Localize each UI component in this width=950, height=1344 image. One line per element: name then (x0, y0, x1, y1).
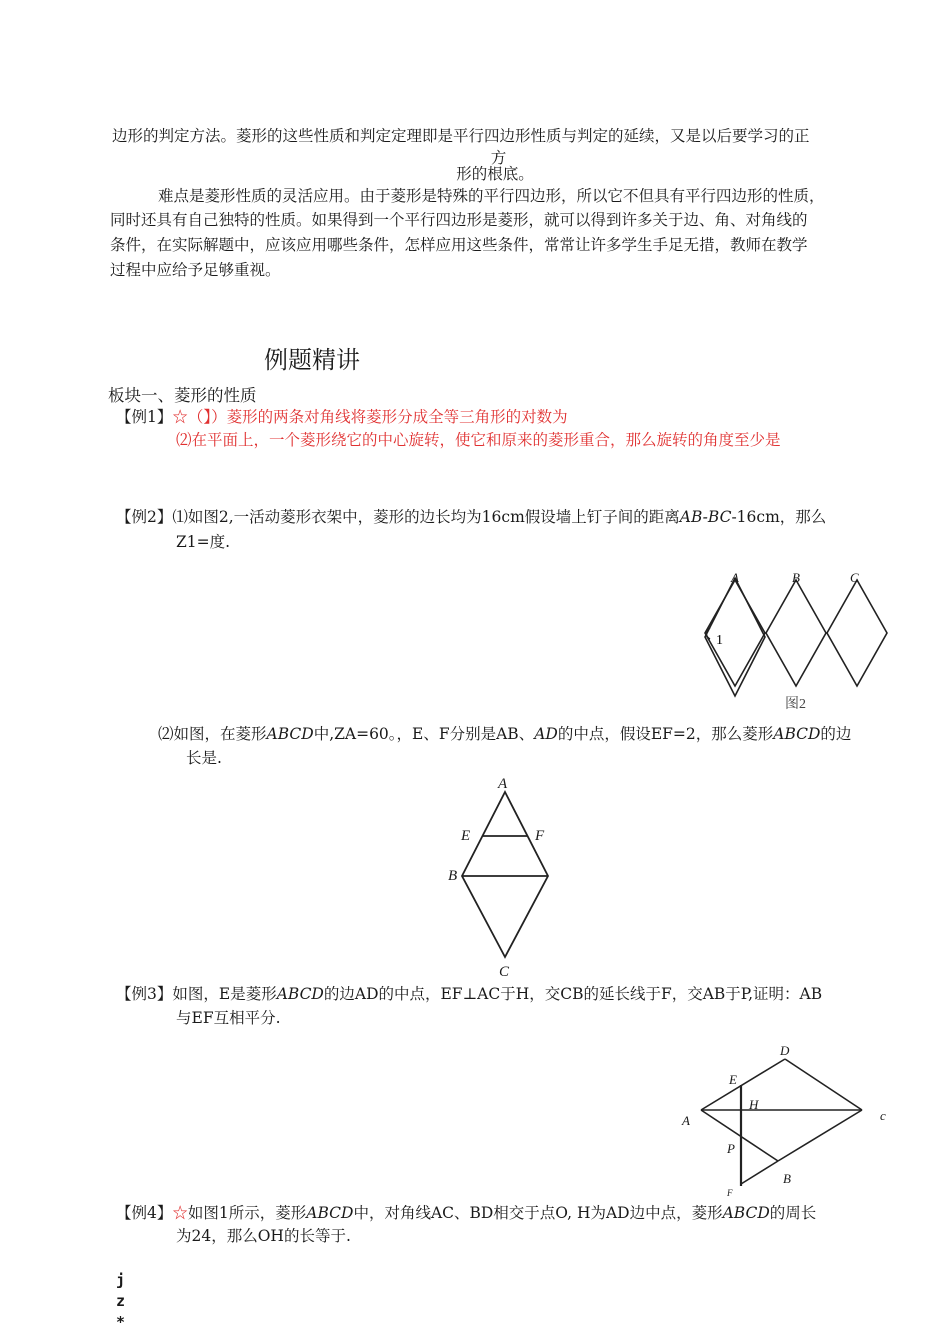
ex3-bf-extension (741, 1161, 778, 1184)
ex4-text-c: 的周长 (769, 1204, 817, 1222)
ex2-q2-text-a: ⑵如图，在菱形 (158, 725, 267, 743)
section-title: 例题精讲 (264, 346, 360, 374)
hanger-label-a: A (731, 570, 739, 585)
hanger-lines (705, 580, 887, 686)
ex2-q2-abcd-2: ABCD (773, 725, 821, 743)
intro-line-1: 边形的判定方法。菱形的这些性质和判定定理即是平行四边形性质与判定的延续，又是以后要学习的正 (112, 127, 810, 145)
para2-line-2: 同时还具有自己独特的性质。如果得到一个平行四边形是菱形，就可以得到许多关于边、角、对角线的 (110, 211, 808, 229)
para2-line-4: 过程中应给予足够重视。 (110, 261, 281, 279)
hanger-rhombus-2 (766, 580, 826, 686)
ex1-q2: ⑵在平面上，一个菱形绕它的中心旋转，使它和原来的菱形重合，那么旋转的角度至少是 (176, 431, 781, 449)
ex3-ad (701, 1059, 785, 1110)
ex2-q2-ad: AD (534, 725, 558, 743)
rhombus-label-a: A (498, 776, 508, 792)
rhombus-label-e: E (461, 828, 471, 844)
ex3-line-1 (116, 982, 822, 1006)
ex3-label-e: E (729, 1072, 737, 1087)
ex3-figure-lines (701, 1059, 862, 1186)
ex3-dc (785, 1059, 862, 1110)
ex1-q1: 菱形的两条对角线将菱形分成全等三角形的对数为 (226, 408, 568, 426)
ex2-line-2: Z1=度. (176, 533, 231, 551)
block-title: 板块一、菱形的性质 (108, 386, 257, 405)
ex2-q2-text-d: 的边 (820, 725, 852, 743)
ex2-q2-line-1 (158, 722, 851, 746)
hanger-label-b: B (792, 570, 800, 585)
angle-1-arc (706, 628, 710, 639)
rhombus-efg (462, 792, 548, 957)
rhombus-label-b: B (448, 868, 458, 884)
margin-char-1: j (116, 1271, 126, 1289)
ex4-abcd: ABCD (306, 1204, 354, 1222)
ex4-tag: 【例4】 (116, 1204, 173, 1222)
ex3-label-h: H (749, 1097, 759, 1112)
ex4-star: ☆ (172, 1204, 188, 1222)
ex4-abcd-2: ABCD (722, 1204, 770, 1222)
hanger-label-1: 1 (716, 633, 723, 648)
ex2-q1-end: -16cm，那么 (731, 508, 827, 526)
hanger-caption: 图2 (785, 697, 806, 712)
rhombus-label-c: C (499, 964, 510, 980)
ex2-q2-text-b: 中, (313, 725, 335, 743)
hanger-label-c: C (850, 570, 859, 585)
ex2-q1-var: AB-BC (679, 508, 732, 526)
ex3-label-c: c (880, 1108, 886, 1123)
para2-line-3: 条件，在实际解题中，应该应用哪些条件，怎样应用这些条件，常常让许多学生手足无措，教师在教学 (110, 236, 808, 254)
ex3-label-a: A (682, 1113, 690, 1128)
ex2-q2-line-2: 长是. (186, 749, 222, 767)
rhombus-outline (462, 792, 548, 957)
ex4-text-b: 中，对角线AC、BD相交于点O, H为AD边中点，菱形 (353, 1204, 723, 1222)
ex3-line-2: 与EF互相平分. (176, 1009, 281, 1027)
para2-line-1: 难点是菱形性质的灵活应用。由于菱形是特殊的平行四边形，所以它不但具有平行四边形的性质， (158, 187, 825, 205)
ex2-tag: 【例2】 (116, 508, 173, 526)
ex3-label-f: F (727, 1188, 733, 1198)
ex3-label-b: B (783, 1171, 791, 1186)
margin-char-3: * (116, 1313, 126, 1331)
ex1-star: ☆（】） (172, 408, 227, 426)
ex3-label-p: P (727, 1141, 735, 1156)
ex3-text-b: 的边AD的中点，EF⊥AC于H，交CB的延长线于F，交AB于P,证明：AB (323, 985, 823, 1003)
margin-chars (116, 1270, 125, 1333)
ex3-label-d: D (780, 1043, 790, 1058)
ex2-q2-abcd: ABCD (266, 725, 314, 743)
rhombus-label-f: F (535, 828, 545, 844)
ex3-abcd: ABCD (276, 985, 324, 1003)
ex2-q2-angle: ZA=60。，E、F分别是AB、 (334, 725, 535, 743)
ex2-q2-text-c: 的中点，假设EF=2，那么菱形 (557, 725, 774, 743)
ex3-ab (701, 1110, 778, 1161)
margin-char-2: z (116, 1292, 126, 1310)
ex4-line-2: 为24，那么OH的长等于. (176, 1227, 351, 1245)
ex3-text-a: 如图，E是菱形 (172, 985, 277, 1003)
hanger-rhombus-3 (827, 580, 887, 686)
ex1-tag: 【例1】 (116, 408, 173, 426)
hanger-rhombus-1 (705, 580, 765, 686)
ex4-text-a: 如图1所示，菱形 (187, 1204, 307, 1222)
ex3-cb (778, 1110, 862, 1161)
ex3-tag: 【例3】 (116, 985, 173, 1003)
intro-line-2: 方 (490, 149, 507, 167)
ex4-line-1 (116, 1201, 816, 1225)
intro-line-3: 形的根底。 (456, 165, 534, 183)
ex2-q1-text: ⑴如图2,一活动菱形衣架中，菱形的边长均为16cm假设墙上钉子间的距离 (172, 508, 680, 526)
